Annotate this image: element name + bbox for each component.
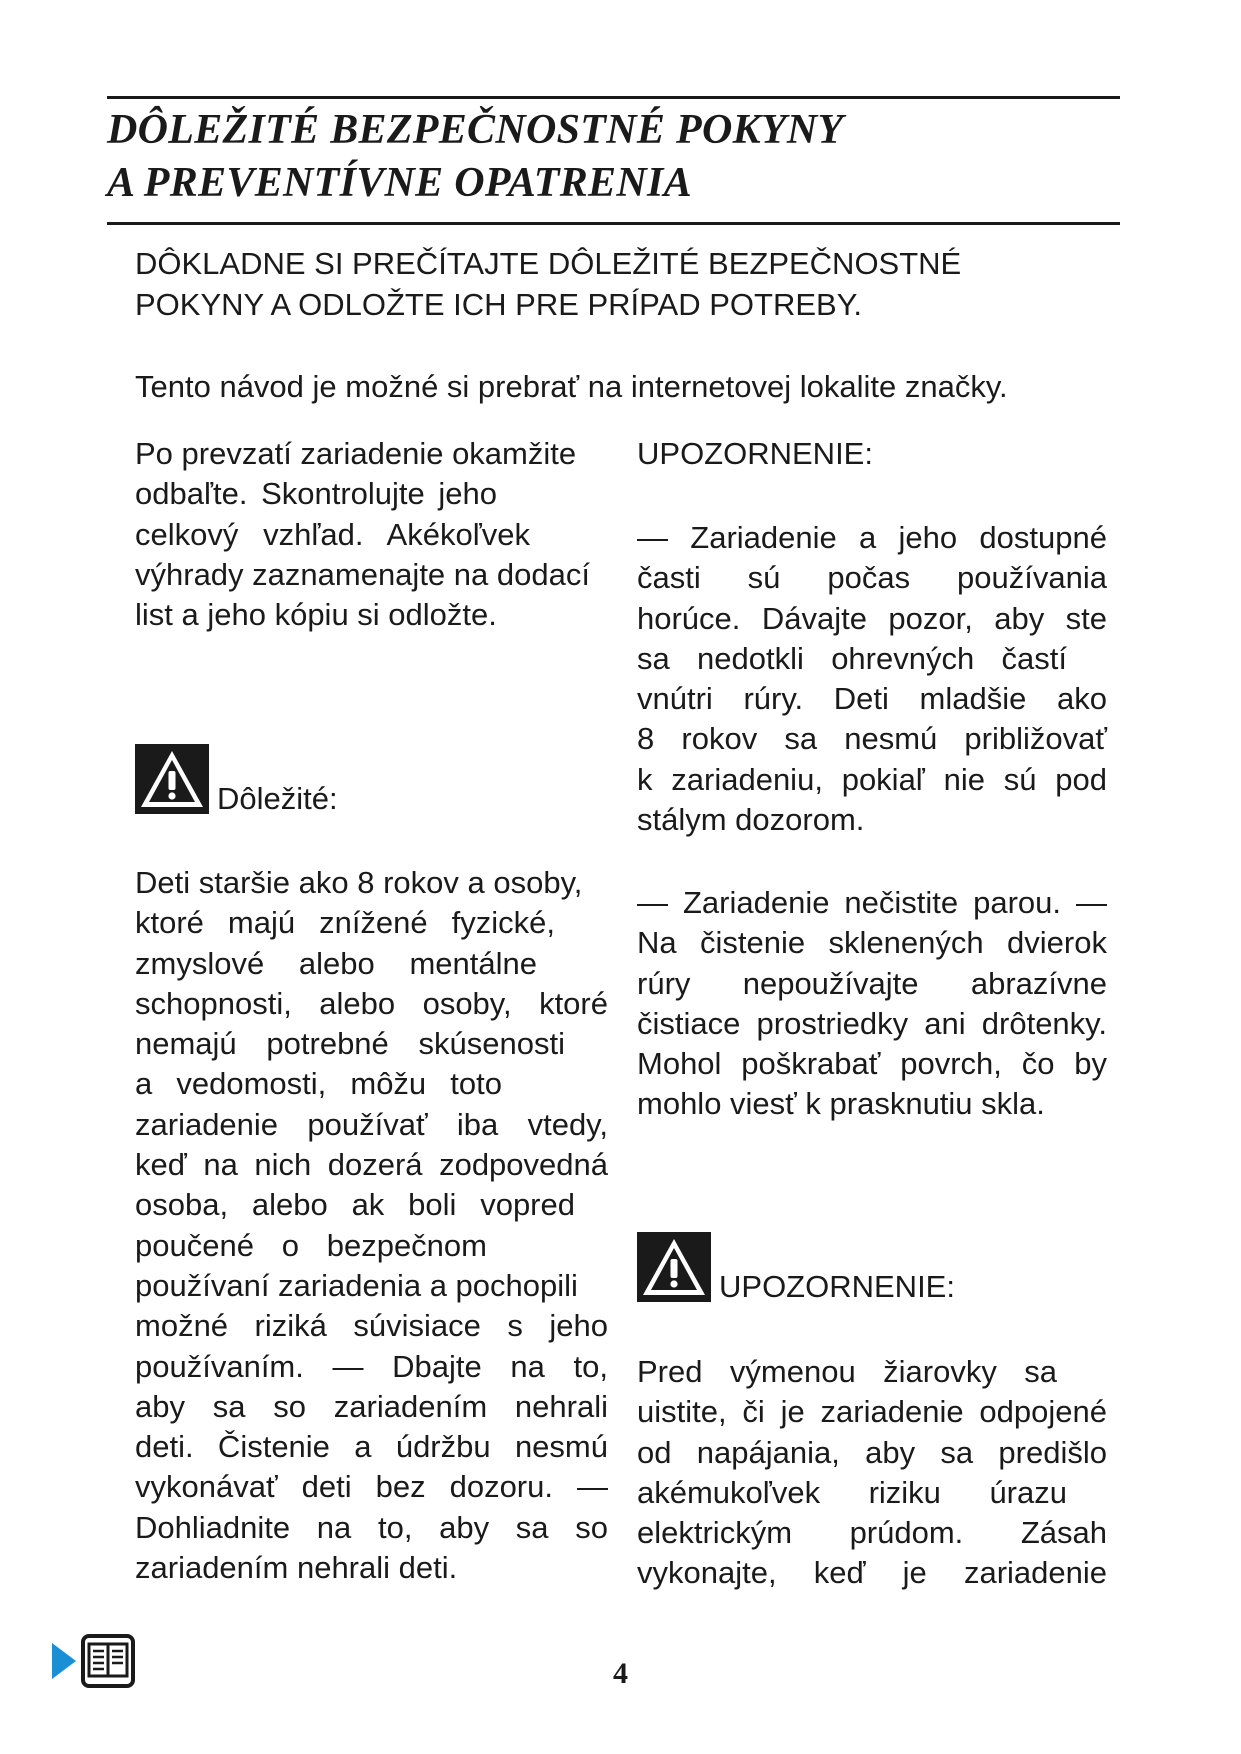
page-title — [107, 104, 843, 210]
paragraph-line: stálym dozorom. — [637, 802, 865, 838]
paragraph-line: zariadením nehrali deti. — [135, 1550, 458, 1586]
paragraph-line: poučené o bezpečnom — [135, 1227, 487, 1263]
steam-cleaning-paragraph — [637, 883, 1107, 1125]
paragraph-line: list a jeho kópiu si odložte. — [135, 597, 497, 633]
bottom-rule — [107, 222, 1120, 225]
paragraph-line: elektrickým prúdom. Zásah — [637, 1515, 1107, 1551]
paragraph-line: aby sa so zariadením nehrali — [135, 1388, 608, 1424]
paragraph-line: možné riziká súvisiace s jeho — [135, 1308, 608, 1344]
warning-icon — [135, 744, 209, 814]
paragraph-line: ktoré majú znížené fyzické, — [135, 905, 555, 941]
paragraph-line: — Zariadenie nečistite parou. — — [637, 885, 1107, 920]
paragraph-line: horúce. Dávajte pozor, aby ste — [637, 600, 1107, 636]
paragraph-line: — Zariadenie a jeho dostupné — [637, 520, 1107, 555]
paragraph-line: Po prevzatí zariadenie okamžite — [135, 436, 577, 471]
paragraph-line: mohlo viesť k prasknutiu skla. — [637, 1086, 1045, 1122]
paragraph-line: osoba, alebo ak boli vopred — [135, 1187, 575, 1223]
paragraph-line: Na čistenie sklenených dvierok — [637, 925, 1107, 961]
paragraph-line: vykonávať deti bez dozoru. — — [135, 1469, 608, 1505]
paragraph-line: k zariadeniu, pokiaľ nie sú pod — [637, 761, 1107, 797]
warning-icon — [637, 1232, 711, 1302]
download-note — [135, 366, 1115, 407]
title-line: DÔLEŽITÉ BEZPEČNOSTNÉ POKYNY — [107, 107, 844, 153]
paragraph-line: zmyslové alebo mentálne — [135, 945, 537, 981]
warning-heading-2 — [637, 1232, 955, 1302]
paragraph-line: nemajú potrebné skúsenosti — [135, 1026, 565, 1062]
paragraph-line: od napájania, aby sa predišlo — [637, 1434, 1107, 1470]
paragraph-line: výhrady zaznamenajte na dodací — [135, 556, 590, 592]
children-safety-paragraph — [135, 863, 608, 1588]
paragraph-line: celkový vzhľad. Akékoľvek — [135, 516, 530, 552]
hot-parts-paragraph — [637, 518, 1107, 840]
paragraph-line: 8 rokov sa nesmú približovať — [637, 721, 1107, 757]
title-line: A PREVENTÍVNE OPATRENIA — [107, 160, 692, 206]
paragraph-line: zariadenie používať iba vtedy, — [135, 1106, 608, 1142]
paragraph-line: čistiace prostriedky ani drôtenky. — [637, 1005, 1107, 1041]
important-label: Dôležité: — [217, 781, 338, 816]
paragraph-line: schopnosti, alebo osoby, ktoré — [135, 985, 608, 1021]
paragraph-line: akémukoľvek riziku úrazu — [637, 1474, 1067, 1510]
bulb-replacement-paragraph — [637, 1352, 1107, 1594]
read-instructions-notice — [135, 243, 1115, 325]
paragraph-line: Deti staršie ako 8 rokov a osoby, — [135, 865, 583, 900]
paragraph-line: rúry nepoužívajte abrazívne — [637, 965, 1107, 1001]
paragraph-line: deti. Čistenie a údržbu nesmú — [135, 1429, 608, 1465]
paragraph-line: vykonajte, keď je zariadenie — [637, 1555, 1107, 1591]
paragraph-line: vnútri rúry. Deti mladšie ako — [637, 681, 1107, 717]
unpack-paragraph — [135, 434, 608, 635]
paragraph-line: odbaľte. Skontrolujte jeho — [135, 476, 497, 512]
paragraph-line: používaním. — Dbajte na to, — [135, 1348, 608, 1384]
paragraph-line: Pred výmenou žiarovky sa — [637, 1354, 1057, 1389]
top-rule — [107, 96, 1120, 99]
page-number: 4 — [613, 1657, 628, 1690]
warning-label: UPOZORNENIE: — [719, 1269, 955, 1304]
notice-line: POKYNY A ODLOŽTE ICH PRE PRÍPAD POTREBY. — [135, 287, 862, 322]
paragraph-line: sa nedotkli ohrevných častí — [637, 640, 1067, 676]
paragraph-line: uistite, či je zariadenie odpojené — [637, 1394, 1107, 1430]
paragraph-line: keď na nich dozerá zodpovedná — [135, 1147, 608, 1183]
warning-heading — [637, 434, 1107, 474]
paragraph-line: a vedomosti, môžu toto — [135, 1066, 502, 1102]
paragraph-line: Mohol poškrabať povrch, čo by — [637, 1046, 1107, 1082]
paragraph-line: časti sú počas používania — [637, 560, 1107, 596]
paragraph-line: používaní zariadenia a pochopili — [135, 1267, 578, 1303]
download-note-line: Tento návod je možné si prebrať na internetovej lokalite značky. — [135, 369, 1008, 404]
notice-line: DÔKLADNE SI PREČÍTAJTE DÔLEŽITÉ BEZPEČNOSTNÉ — [135, 246, 962, 281]
warning-heading-text: UPOZORNENIE: — [637, 436, 873, 471]
paragraph-line: Dohliadnite na to, aby sa so — [135, 1509, 608, 1545]
important-heading — [135, 744, 338, 814]
